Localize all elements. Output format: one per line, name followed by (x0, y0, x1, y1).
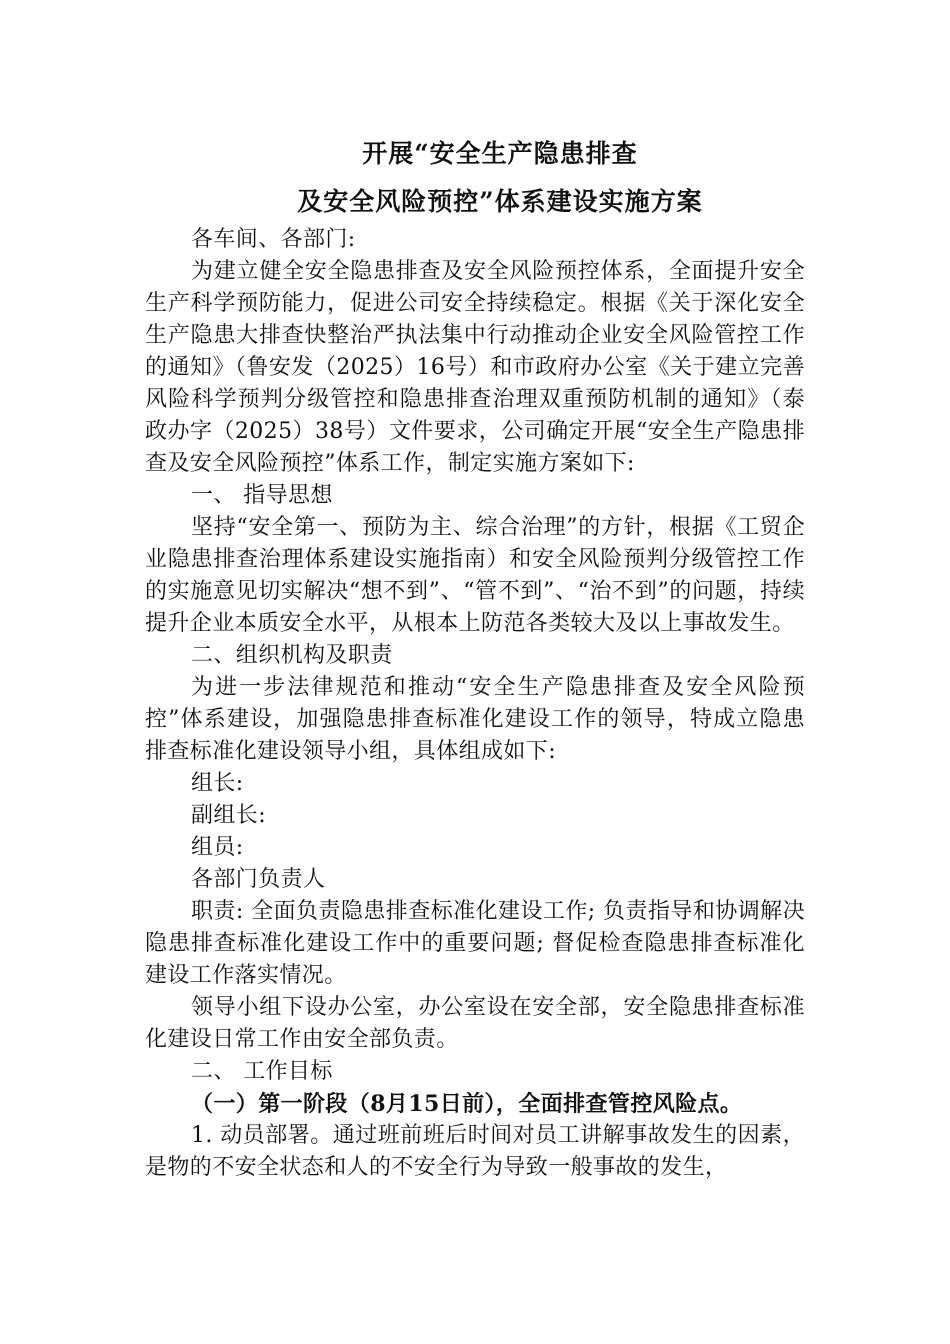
department-heads-line: 各部门负责人 (191, 867, 326, 892)
deputy-leader-line: 副组长: (191, 803, 267, 828)
intro-paragraph: 为建立健全安全隐患排查及安全风险预控体系，全面提升安全生产科学预防能力，促进公司安全持续稳定。根据《关于深化安全生产隐患大排查快整治严执法集中行动推动企业安全风险管控工作的通知》（鲁安发（2025）16号）和市政府办公室《关于建立完善风险科学预判分级管控和隐患排查治理双重预防机制的通知》（泰政办字（2025）38号）文件要求，公司确定开展“安全生产隐患排查及安全风险预控”体系工作，制定实施方案如下: (145, 259, 805, 476)
group-leader-line: 组长: (191, 771, 244, 796)
office-paragraph: 领导小组下设办公室，办公室设在安全部，安全隐患排查标准化建设日常工作由安全部负责。 (145, 995, 805, 1052)
salutation: 各车间、各部门: (191, 227, 356, 252)
organization-paragraph: 为进一步法律规范和推动“安全生产隐患排查及安全风险预控”体系建设，加强隐患排查标准化建设工作的领导，特成立隐患排查标准化建设领导小组，具体组成如下: (145, 675, 805, 764)
document-title-line-1: 开展“安全生产隐患排查 (362, 139, 638, 168)
members-line: 组员: (191, 835, 244, 860)
guiding-thought-paragraph: 坚持“安全第一、预防为主、综合治理”的方针，根据《工贸企业隐患排查治理体系建设实施指南）和安全风险预判分级管控工作的实施意见切实解决“想不到”、“管不到”、“治不到”的问题，持续提升企业本质安全水平，从根本上防范各类较大及以上事故发生。 (145, 515, 805, 636)
mobilization-paragraph: 1. 动员部署。通过班前班后时间对员工讲解事故发生的因素，是物的不安全状态和人的不安全行为导致一般事故的发生， (145, 1123, 805, 1180)
document-body (145, 224, 805, 1184)
document-title-line-2: 及安全风险预控”体系建设实施方案 (297, 187, 703, 216)
phase-one-heading: （一）第一阶段（8月15日前），全面排查管控风险点。 (191, 1091, 743, 1117)
section-heading-work-goals: 二、 工作目标 (191, 1059, 333, 1084)
section-heading-organization: 二、组织机构及职责 (191, 643, 393, 668)
section-heading-guiding-thought: 一、 指导思想 (191, 483, 333, 508)
duties-paragraph: 职责: 全面负责隐患排查标准化建设工作; 负责指导和协调解决隐患排查标准化建设工作中的重要问题; 督促检查隐患排查标准化建设工作落实情况。 (145, 899, 805, 988)
